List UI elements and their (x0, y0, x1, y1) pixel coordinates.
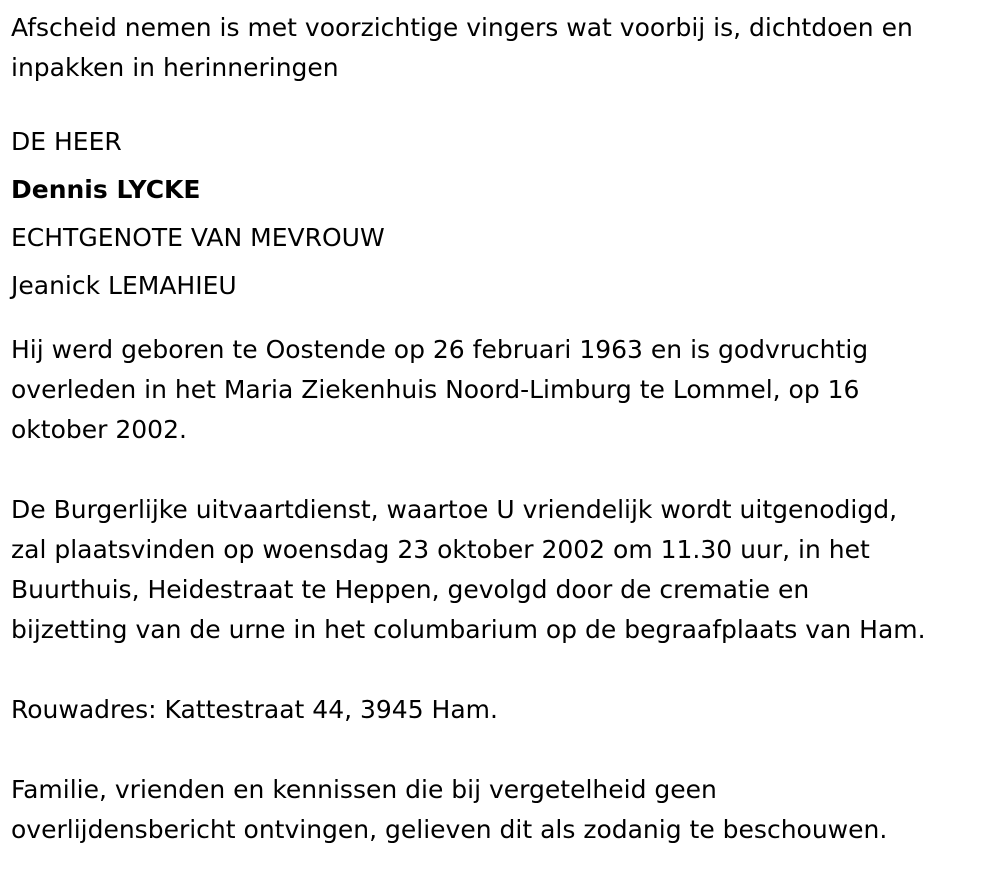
birth-death-paragraph (11, 330, 1000, 450)
service-line-2: zal plaatsvinden op woensdag 23 oktober 2002 om 11.30 uur, in het (11, 535, 870, 564)
mourning-address: Rouwadres: Kattestraat 44, 3945 Ham. (11, 695, 498, 724)
deceased-title: DE HEER (11, 127, 122, 156)
birth-death-line-3: oktober 2002. (11, 415, 187, 444)
closing-line-1: Familie, vrienden en kennissen die bij vergetelheid geen (11, 775, 717, 804)
birth-death-line-2: overleden in het Maria Ziekenhuis Noord-Limburg te Lommel, op 16 (11, 375, 860, 404)
service-line-3: Buurthuis, Heidestraat te Heppen, gevolgd door de crematie en (11, 575, 810, 604)
deceased-block (11, 118, 1000, 310)
service-line-1: De Burgerlijke uitvaartdienst, waartoe U vriendelijk wordt uitgenodigd, (11, 495, 898, 524)
closing-paragraph (11, 770, 1000, 850)
spouse-name: Jeanick LEMAHIEU (11, 271, 237, 300)
intro-line-1: Afscheid nemen is met voorzichtige vingers wat voorbij is, dichtdoen en (11, 13, 913, 42)
address-paragraph (11, 690, 1000, 730)
intro-line-2: inpakken in herinneringen (11, 53, 339, 82)
intro-quote (11, 8, 1000, 88)
service-line-4: bijzetting van de urne in het columbarium op de begraafplaats van Ham. (11, 615, 926, 644)
closing-line-2: overlijdensbericht ontvingen, gelieven dit als zodanig te beschouwen. (11, 815, 888, 844)
deceased-relation: ECHTGENOTE VAN MEVROUW (11, 223, 385, 252)
birth-death-line-1: Hij werd geboren te Oostende op 26 februari 1963 en is godvruchtig (11, 335, 869, 364)
service-paragraph (11, 490, 1000, 650)
deceased-name: Dennis LYCKE (11, 175, 201, 204)
